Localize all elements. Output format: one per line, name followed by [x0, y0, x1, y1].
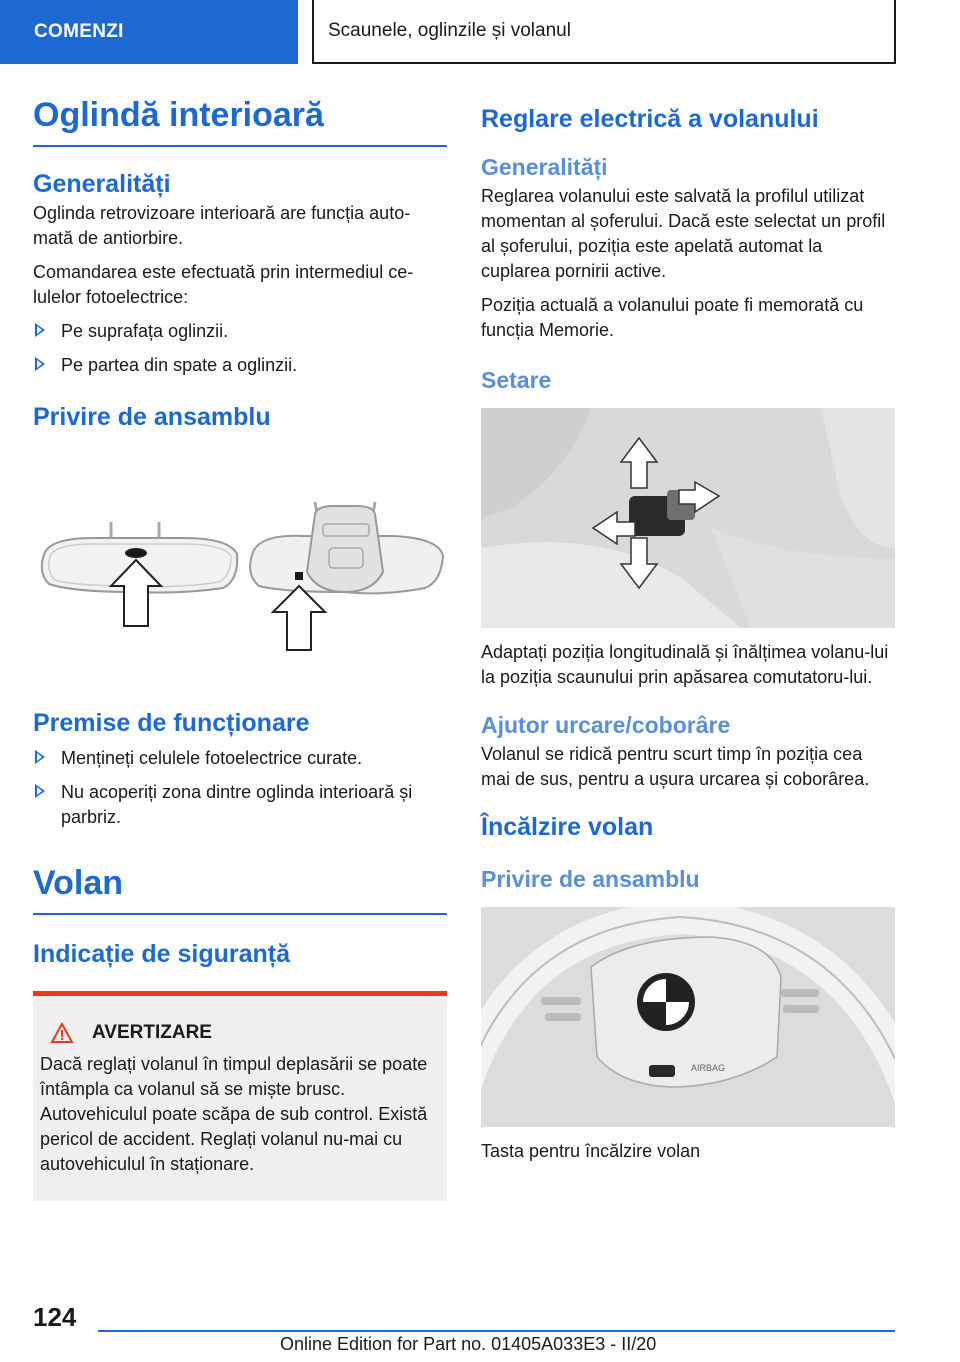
heating-overview-heading: Privire de ansamblu: [481, 865, 700, 892]
steering-switch-photo: [481, 408, 895, 628]
list-item: Nu acoperiți zona dintre oglinda interioară și parbriz.: [33, 780, 447, 830]
safety-heading: Indicație de siguranță: [33, 940, 291, 969]
mirror-illustration: [33, 442, 447, 672]
heating-heading: Încălzire volan: [481, 812, 654, 841]
mirror-diagram: [33, 442, 447, 672]
warning-header: [40, 1022, 439, 1044]
assist-heading: Ajutor urcare/coborâre: [481, 712, 731, 739]
mirror-general-heading: Generalități: [33, 170, 171, 199]
assist-text: Volanul se ridică pentru scurt timp în poziția cea mai de sus, pentru a ușura urcarea și coborârea.: [481, 743, 870, 789]
section-label: COMENZI: [34, 21, 124, 42]
warning-box: [33, 991, 447, 1201]
warning-triangle-icon: [50, 1022, 74, 1044]
bullet-triangle-icon: [35, 750, 45, 764]
electric-heading: Reglare electrică a volanului: [481, 105, 819, 133]
prereq-list: [33, 746, 447, 830]
page-number: 124: [33, 1302, 77, 1332]
footer-divider: [98, 1330, 895, 1332]
list-item: Pe suprafața oglinzii.: [33, 319, 447, 344]
prereq-heading: Premise de funcționare: [33, 709, 310, 738]
airbag-label: AIRBAG: [691, 1063, 726, 1074]
chapter-tab[interactable]: [312, 0, 896, 64]
steering-wheel-photo: [481, 907, 895, 1127]
bullet-triangle-icon: [35, 784, 45, 798]
steering-wheel-illustration: [481, 907, 895, 1127]
setting-caption: Adaptați poziția longitudinală și înălțimea volanu-lui la poziția scaunului prin apăsarea comutatoru-lui.: [481, 642, 889, 688]
mirror-general-p2: Comandarea este efectuată prin intermediul ce-lulelor fotoelectrice:: [33, 262, 414, 308]
steering-adjust-illustration: [481, 408, 895, 628]
warning-title: AVERTIZARE: [92, 1022, 212, 1044]
chapter-label: Scaunele, oglinzile și volanul: [328, 20, 571, 41]
mirror-overview-heading: Privire de ansamblu: [33, 403, 271, 432]
sensor-list: [33, 319, 447, 378]
warning-text: Dacă reglați volanul în timpul deplasării se poate întâmpla ca volanul să se miște brusc. Autovehiculul poate scăpa de sub control. Există pericol de accident. Reglați volanul nu-mai cu autovehiculul în staționare.: [40, 1054, 428, 1175]
left-column: [33, 96, 447, 1201]
bullet-triangle-icon: [35, 357, 45, 371]
heating-caption: Tasta pentru încălzire volan: [481, 1141, 701, 1162]
list-item: Pe partea din spate a oglinzii.: [33, 353, 447, 378]
mirror-general-p1: Oglinda retrovizoare interioară are funcția auto-mată de antiorbire.: [33, 203, 411, 249]
edition-text: Online Edition for Part no. 01405A033E3 - II/20: [280, 1334, 657, 1354]
volan-title: Volan: [33, 864, 447, 915]
bullet-triangle-icon: [35, 323, 45, 337]
setting-heading: Setare: [481, 366, 552, 393]
electric-general-p2: Poziția actuală a volanului poate fi memorată cu funcția Memorie.: [481, 294, 864, 340]
electric-general-heading: Generalități: [481, 154, 608, 180]
mirror-title: Oglindă interioară: [33, 96, 447, 147]
list-item: Mențineți celulele fotoelectrice curate.: [33, 746, 447, 771]
electric-general-p1: Reglarea volanului este salvată la profilul utilizat momentan al șoferului. Dacă este selectat un profil al șoferului, poziția este apelată automat la cuplarea pornirii active.: [481, 185, 886, 281]
section-tab[interactable]: [0, 0, 298, 64]
right-column: [481, 104, 895, 1164]
